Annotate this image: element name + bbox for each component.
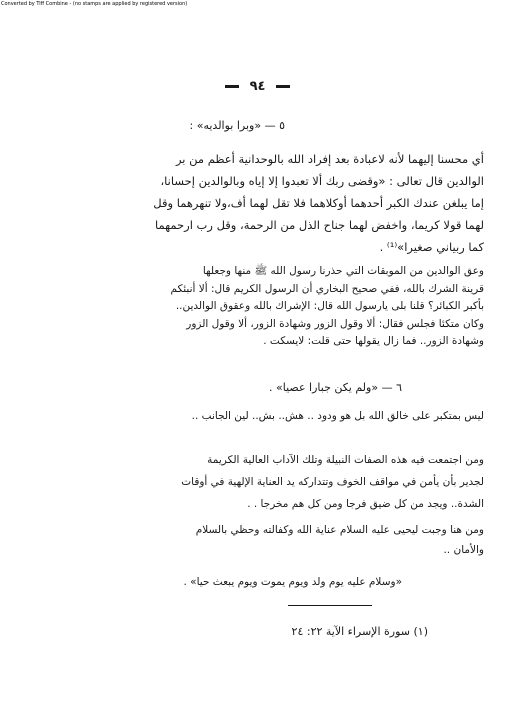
parents-hadith-paragraph: [46, 263, 484, 351]
section-6-paragraph: [46, 407, 484, 425]
paragraph-line: وكان متكئا فجلس فقال: ألا وقول الزور وشهادة الزور، ألا وقول الزور: [186, 317, 484, 330]
page-number: ٩٤: [249, 79, 266, 94]
footnote-divider: [288, 605, 372, 606]
section-5-line: لهما قولا كريما، واخفض لهما جناح الذل من الرحمة، وقل رب ارحمهما: [154, 218, 484, 232]
paragraph-line: قرينة الشرك بالله، ففي صحيح البخاري أن الرسول الكريم قال: ألا أنبئكم: [170, 282, 484, 295]
section-5-line: إما يبلغن عندك الكبر أحدهما أوكلاهما فلا تقل لهما أف،ولا تنهرهما وقل: [153, 196, 484, 210]
footnote: (١) سورة الإسراء الآية ٢٢: ٢٤: [291, 625, 428, 638]
section-5-line: أي محسنا إليهما لأنه لاعبادة بعد إفراد الله بالوحدانية أعظم من بر: [175, 152, 484, 166]
paragraph-line: وعق الوالدين من الموبقات التي حذرنا رسول الله ﷺ منها وجعلها: [202, 265, 484, 277]
paragraph-line: بأكبر الكبائر؟ قلنا بلى يارسول الله قال: الإشراك بالله وعقوق الوالدين..: [175, 300, 484, 312]
yahya-paragraph: [46, 520, 484, 560]
section-5-heading: ٥ — «وبرا بوالديه» :: [189, 119, 285, 132]
paragraph-line: وشهادة الزور.. فما زال يقولها حتى قلت: لايسكت .: [263, 335, 484, 347]
left-dash-ornament: [276, 85, 290, 88]
right-dash-ornament: [225, 85, 239, 88]
virtues-paragraph: [46, 449, 484, 515]
paragraph-line: ومن اجتمعت فيه هذه الصفات النبيلة وتلك الآداب العالية الكريمة: [207, 454, 484, 466]
section-5-paragraph: [46, 148, 484, 258]
conversion-banner: Converted by Tiff Combine - (no stamps are applied by registered version): [1, 1, 188, 7]
paragraph-line: لجدير بأن يأمن في مواقف الخوف وتتداركه يد العناية الإلهية في أوقات: [181, 476, 484, 488]
section-5-line: الوالدين قال تعالى : «وقضى ربك ألا تعبدوا إلا إياه وبالوالدين إحسانا،: [160, 174, 484, 188]
section-6-line: ليس بمتكبر على خالق الله بل هو ودود .. هش.. بش.. لين الجانب ..: [191, 410, 484, 422]
page-number-header: [0, 78, 515, 96]
section-6-heading: ٦ — «ولم يكن جبارا عصيا» .: [269, 381, 402, 394]
paragraph-line: ومن هنا وجبت ليحيى عليه السلام عناية الله وكفالته وحظي بالسلام: [195, 524, 484, 536]
paragraph-line: والأمان ..: [443, 544, 484, 556]
section-5-line: كما ربياني صغيرا»⁽¹⁾ .: [379, 240, 484, 254]
closing-verse: «وسلام عليه يوم ولد ويوم يموت ويوم يبعث حيا» .: [183, 576, 402, 588]
paragraph-line: الشدة.. ويجد من كل ضيق فرجا ومن كل هم مخرجا . .: [247, 498, 484, 510]
